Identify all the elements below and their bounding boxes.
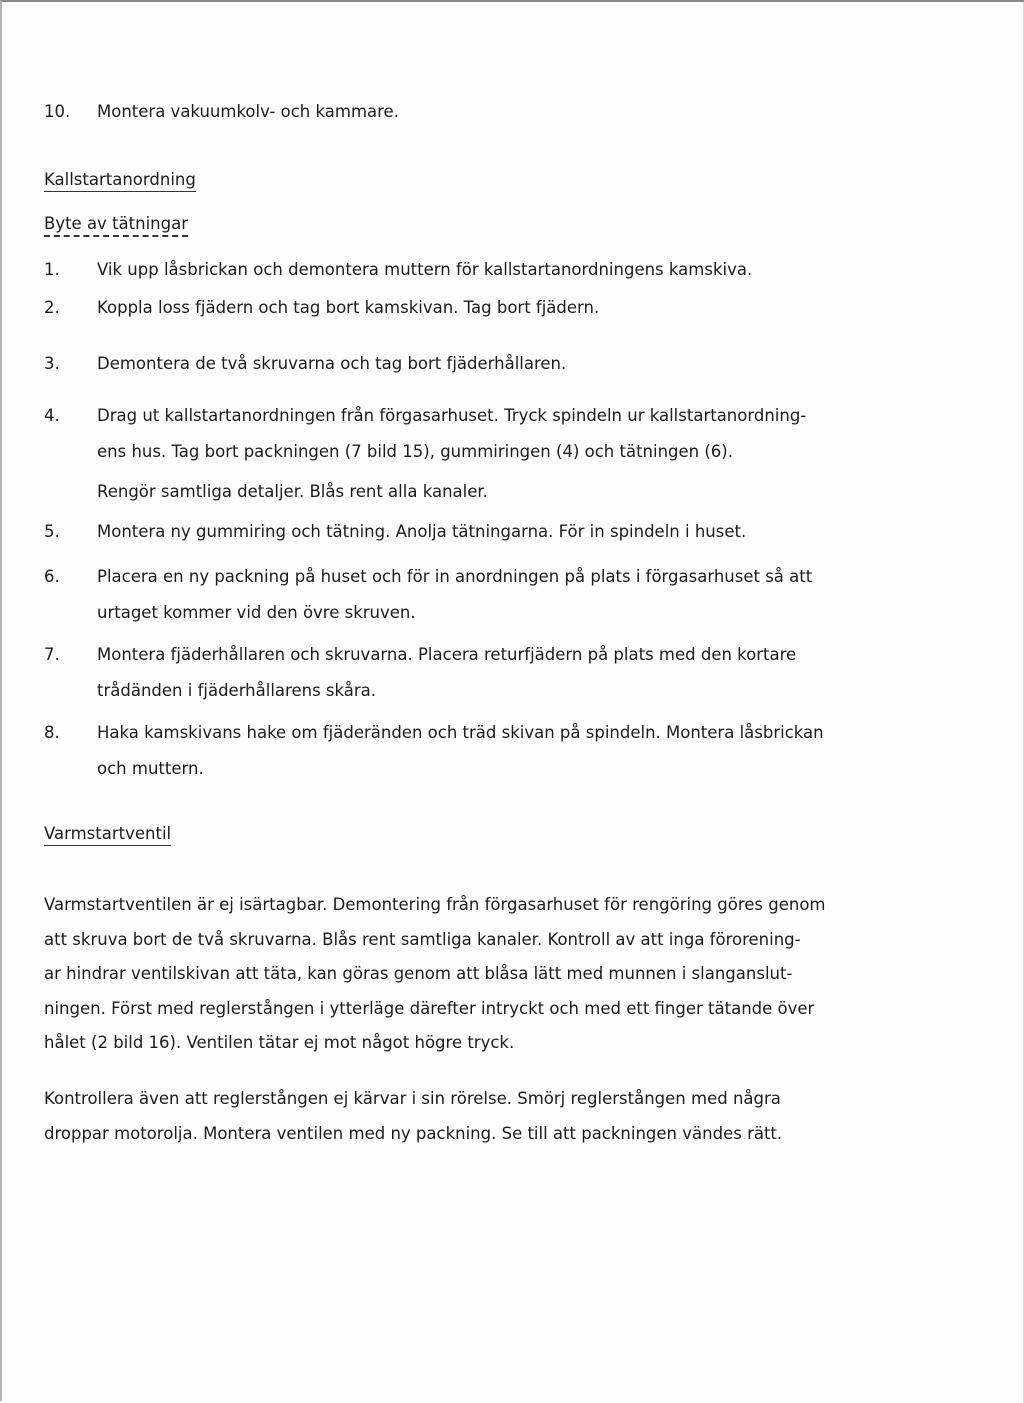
section-title-kallstart (44, 170, 196, 189)
step-text-line: urtaget kommer vid den övre skruven. (97, 603, 416, 622)
step-number: 1. (44, 260, 60, 279)
step-text-line: Haka kamskivans hake om fjäderänden och träd skivan på spindeln. Montera låsbrickan (97, 723, 824, 742)
subsection-title (44, 214, 188, 233)
section-title-text: Varmstartventil (44, 824, 171, 846)
step-number: 4. (44, 406, 60, 425)
step-text-line: Placera en ny packning på huset och för in anordningen på plats i förgasarhuset så att (97, 567, 813, 586)
step-text-line: ens hus. Tag bort packningen (7 bild 15), gummiringen (4) och tätningen (6). (97, 442, 733, 461)
subsection-title-text: Byte av tätningar (44, 214, 188, 237)
step-number: 3. (44, 354, 60, 373)
section-title-varmstart (44, 824, 171, 843)
step-text-line: och muttern. (97, 759, 204, 778)
step-number: 2. (44, 298, 60, 317)
step-number: 5. (44, 522, 60, 541)
step-text-line: Koppla loss fjädern och tag bort kamskivan. Tag bort fjädern. (97, 298, 600, 317)
step-text: Montera vakuumkolv- och kammare. (97, 102, 399, 121)
step-text-line: trådänden i fjäderhållarens skåra. (97, 681, 377, 700)
paragraph-line: ningen. Först med reglerstången i ytterläge därefter intryckt och med ett finger tätande över (44, 998, 815, 1018)
step-text-line: Demontera de två skruvarna och tag bort fjäderhållaren. (97, 354, 567, 373)
step-number: 10. (44, 102, 71, 121)
paragraph-line: hålet (2 bild 16). Ventilen tätar ej mot något högre tryck. (44, 1033, 515, 1052)
step-number: 6. (44, 567, 60, 586)
paragraph-line: att skruva bort de två skruvarna. Blås rent samtliga kanaler. Kontroll av att inga förorening- (44, 929, 801, 949)
step-text-line: Drag ut kallstartanordningen från förgasarhuset. Tryck spindeln ur kallstartanordning- (97, 406, 807, 425)
paragraph-1 (44, 888, 834, 1061)
paragraph-2 (44, 1082, 834, 1151)
paragraph-line: droppar motorolja. Montera ventilen med ny packning. Se till att packningen vändes rätt. (44, 1123, 783, 1143)
paragraph-line: Kontrollera även att reglerstången ej kärvar i sin rörelse. Smörj reglerstången med några (44, 1089, 781, 1108)
paragraph-line: Varmstartventilen är ej isärtagbar. Demontering från förgasarhuset för rengöring göres genom (44, 895, 826, 914)
step-text-line: Vik upp låsbrickan och demontera muttern för kallstartanordningens kamskiva. (97, 260, 753, 279)
step-text-line: Montera ny gummiring och tätning. Anolja tätningarna. För in spindeln i huset. (97, 522, 747, 541)
step-number: 8. (44, 723, 60, 742)
paragraph-line: ar hindrar ventilskivan att täta, kan göras genom att blåsa lätt med munnen i slanganslut- (44, 964, 793, 983)
step-text-line: Montera fjäderhållaren och skruvarna. Placera returfjädern på plats med den kortare (97, 645, 797, 664)
section-title-text: Kallstartanordning (44, 170, 196, 192)
step-number: 7. (44, 645, 60, 664)
step-text-line: Rengör samtliga detaljer. Blås rent alla kanaler. (97, 482, 488, 501)
